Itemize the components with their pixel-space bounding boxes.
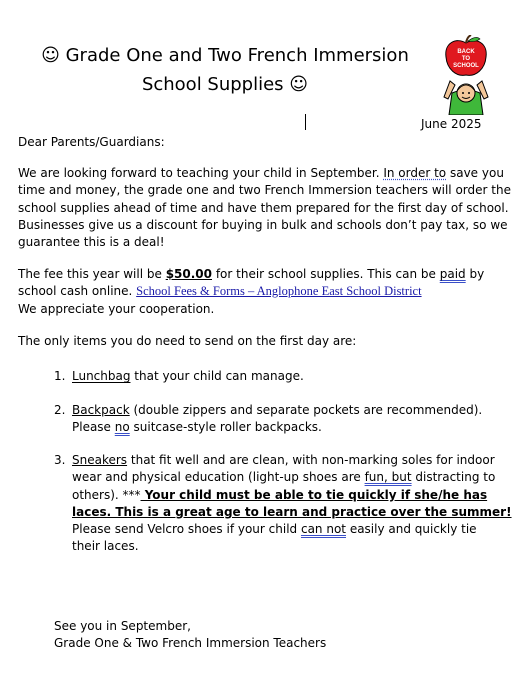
apple-text-3: SCHOOL [453,63,479,69]
intro-line-5: guarantee this is a deal! [18,235,165,250]
fee-amount: $50.00 [165,267,212,281]
greeting: Dear Parents/Guardians: [18,135,165,149]
grammar-flag-no: no [114,420,130,435]
text-cursor [305,114,306,130]
supply-list-3 [54,452,512,556]
intro-line-1: We are looking forward to teaching your child in September. In order to save you [18,166,504,180]
list-item: 2. Backpack (double zippers and separate pockets are recommended). Please no suitcase-style roller backpacks. [54,403,483,435]
closing-line-2: Grade One & Two French Immersion Teachers [54,636,327,651]
fee-paragraph [18,266,518,318]
items-intro: The only items you do need to send on the first day are: [18,334,357,348]
grammar-flag: In order to [383,166,447,180]
list-item: 1. Lunchbag that your child can manage. [54,369,304,383]
intro-paragraph [18,165,518,251]
school-fees-link[interactable]: School Fees & Forms – Anglophone East School District [136,284,422,299]
fee-line-2: school cash online. School Fees & Forms – Anglophone East School District [18,284,422,299]
intro-line-3: school supplies ahead of time and have them prepared for the first day of school. [18,200,509,215]
supply-list-2 [54,402,484,437]
list-item: 3. Sneakers that fit well and are clean, with non-marking soles for indoor wear and physical education (light-up shoes are fun, but distracting to others). *** Your child must be able to tie quickly if she/he has laces. This is a great age to learn and practice over the summer! Please send Velcro shoes if your child can not easily and quickly tie their laces. [54,453,512,554]
item-term-sneakers: Sneakers [72,453,128,467]
title-line-2: School Supplies ☺ [141,74,309,95]
laces-warning-2: laces. This is a great age to learn and practice over the summer! [72,504,512,519]
supply-list [54,368,484,385]
grammar-flag-fun: fun, but [364,470,412,485]
closing [54,618,494,653]
fee-line-1: The fee this year will be $50.00 for their school supplies. This can be paid by [18,267,485,281]
apple-text-2: TO [461,56,471,62]
grammar-flag-cannot: can not [300,522,346,537]
apple-mascot-icon [438,35,494,115]
intro-line-2: time and money, the grade one and two French Immersion teachers will order the [18,183,511,198]
closing-line-1: See you in September, [54,619,191,633]
apple-text-1: BACK [457,49,475,55]
laces-warning-1: Your child must be able to tie quickly if she/he has [140,487,488,502]
item-term-backpack: Backpack [72,403,130,417]
letter-date: June 2025 [421,117,482,131]
grammar-flag-paid: paid [439,267,466,281]
intro-line-4: Businesses give us a discount for buying in bulk and schools don’t pay tax, so we [18,217,508,232]
title-line-1: ☺ Grade One and Two French Immersion [41,45,409,66]
item-term-lunchbag: Lunchbag [72,369,131,383]
fee-line-3: We appreciate your cooperation. [18,301,215,316]
